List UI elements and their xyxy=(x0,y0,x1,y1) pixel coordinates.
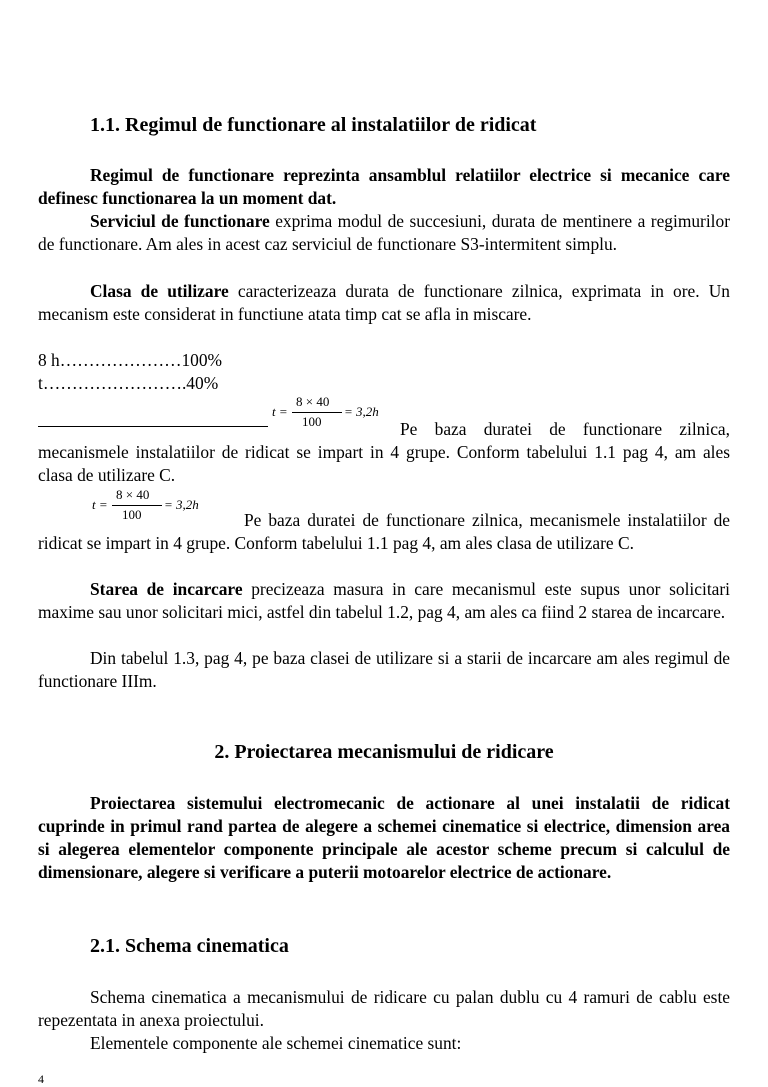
load-state-paragraph xyxy=(38,578,730,624)
kinematic-scheme-paragraph: Schema cinematica a mecanismului de ridicare cu palan dublu cu 4 ramuri de cablu este repezentata in anexa proiectului. xyxy=(38,987,730,1030)
service-text: exprima modul de succesiuni, durata de mentinere a regimurilor de functionare. Am ales in acest caz serviciul de functionare S3-intermitent simplu. xyxy=(38,211,730,254)
load-state-text: precizeaza masura in care mecanismul este supus unor solicitari maxime sau unor solicitari mici, astfel din tabelul 1.2, pag 4, am ales ca fiind 2 starea de incarcare. xyxy=(38,579,730,622)
regime-choice-paragraph: Din tabelul 1.3, pag 4, pe baza clasei de utilizare si a starii de incarcare am ales regimul de functionare IIIm. xyxy=(38,648,730,691)
formula-numerator: 8 × 40 xyxy=(116,487,150,502)
regime-definition-paragraph: Regimul de functionare reprezinta ansamblul relatiilor electrice si mecanice care definesc functionarea la un moment dat. xyxy=(38,165,730,208)
class-paragraph xyxy=(38,280,730,326)
formula-result: = 3,2h xyxy=(164,497,199,512)
load-state-term: Starea de incarcare xyxy=(90,579,243,599)
formula-denominator: 100 xyxy=(302,414,322,429)
formula-denominator: 100 xyxy=(122,507,142,522)
formula-numerator: 8 × 40 xyxy=(296,394,330,409)
page-number: 4 xyxy=(38,1072,44,1086)
class-term: Clasa de utilizare xyxy=(90,281,229,301)
fraction-bar xyxy=(292,412,342,413)
formula-lhs: t = xyxy=(92,497,108,512)
service-term: Serviciul de functionare xyxy=(90,211,270,231)
section-1-1-heading: 1.1. Regimul de functionare al instalatiilor de ridicat xyxy=(90,114,537,136)
service-paragraph xyxy=(38,210,730,256)
fraction-bar xyxy=(112,505,162,506)
section-2-1-heading: 2.1. Schema cinematica xyxy=(90,935,289,957)
design-intro-paragraph: Proiectarea sistemului electromecanic de actionare al unei instalatii de ridicat cuprinde in primul rand partea de alegere a schemei cinematice si electrice, dimension area si alegerea elementelor componente principale ale acestor scheme precum si calculul de dimensionare, alegere si verificare a puterii motoarelor electrice de actionare. xyxy=(38,793,730,882)
components-intro-paragraph: Elementele componente ale schemei cinematice sunt: xyxy=(90,1033,462,1053)
class-text: caracterizeaza durata de functionare zilnica, exprimata in ore. Un mecanism este considerat in functiune atata timp cat se afla in miscare. xyxy=(38,281,730,324)
proportion-line-1: 8 h…………………100% xyxy=(38,350,223,370)
groups-paragraph-1: Pe baza duratei de functionare zilnica, mecanismele instalatiilor de ridicat se impart in 4 grupe. Conform tabelului 1.1 pag 4, am ales clasa de utilizare C. xyxy=(38,419,730,485)
formula-result: = 3,2h xyxy=(344,404,379,419)
proportion-line-2: t…………………….40% xyxy=(38,373,219,393)
section-2-heading: 2. Proiectarea mecanismului de ridicare xyxy=(214,741,554,763)
formula-lhs: t = xyxy=(272,404,288,419)
groups-paragraph-2: Pe baza duratei de functionare zilnica, mecanismele instalatiilor de ridicat se impart in 4 grupe. Conform tabelului 1.1 pag 4, am ales clasa de utilizare C. xyxy=(38,510,730,553)
